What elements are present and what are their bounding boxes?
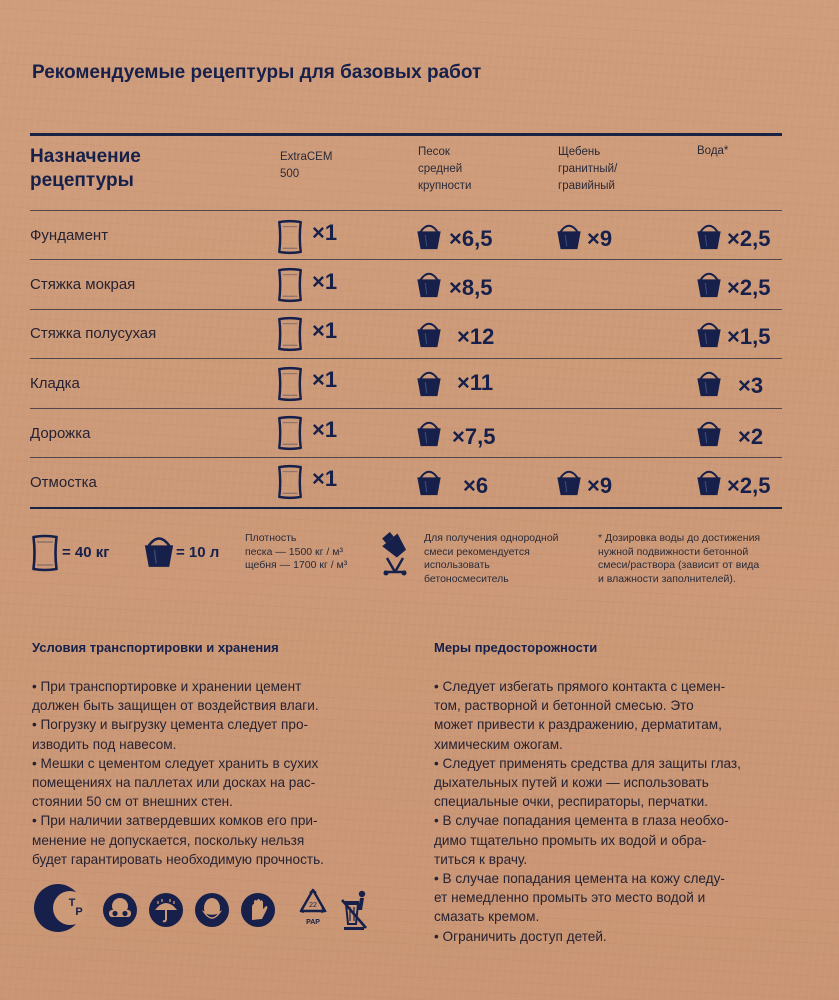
recycle-label: PAP bbox=[306, 919, 320, 926]
sand-bucket-icon bbox=[415, 320, 443, 348]
storage-text bbox=[32, 677, 374, 869]
gravel-bucket-icon bbox=[555, 468, 583, 496]
text-line: • При транспортировке и хранении цемент bbox=[32, 679, 302, 694]
column-header-sand bbox=[418, 144, 471, 195]
umbrella-icon bbox=[148, 892, 184, 928]
text-line: • Следует применять средства для защиты глаз, bbox=[434, 755, 741, 771]
water-bucket-icon bbox=[695, 270, 723, 298]
water-dosage-note bbox=[598, 532, 760, 586]
text-line: • При наличии затвердевших комков его при- bbox=[32, 813, 318, 829]
cement-bag-icon bbox=[276, 464, 304, 500]
row-label-blind-area: Отмостка bbox=[30, 474, 97, 491]
concrete-mixer-icon bbox=[379, 530, 411, 576]
text-line: может привести к раздражению, дерматитам, bbox=[434, 717, 722, 733]
sand-bucket-icon bbox=[415, 468, 443, 496]
column-header-gravel bbox=[558, 144, 617, 195]
note-line: и влажности заполнителей). bbox=[598, 572, 736, 585]
header-line: крупности bbox=[418, 180, 472, 192]
sand-bucket-icon bbox=[415, 419, 443, 447]
note-line: Плотность bbox=[245, 532, 297, 544]
water-quantity: ×2,5 bbox=[727, 226, 771, 251]
water-quantity: ×2,5 bbox=[727, 473, 771, 498]
header-line: Щебень bbox=[558, 146, 601, 158]
text-line: будет гарантировать необходимую прочность. bbox=[32, 851, 324, 867]
note-line: нужной подвижности бетонной bbox=[598, 545, 749, 558]
cement-bag-icon bbox=[276, 267, 304, 303]
cement-quantity: ×1 bbox=[312, 318, 338, 343]
text-line: • В случае попадания цемента на кожу следу- bbox=[434, 871, 725, 887]
header-line: Вода* bbox=[697, 145, 729, 157]
column-header-water bbox=[697, 143, 728, 160]
svg-text:Т: Т bbox=[68, 897, 76, 909]
header-line: ExtraCEM bbox=[280, 151, 333, 163]
gravel-bucket-icon bbox=[555, 222, 583, 250]
sand-quantity: ×7,5 bbox=[452, 424, 496, 449]
density-note bbox=[245, 532, 347, 573]
precautions-text bbox=[434, 677, 776, 946]
cement-quantity: ×1 bbox=[312, 417, 338, 442]
text-line: должен быть защищен от воздействия влаги. bbox=[32, 698, 319, 714]
note-line: щебня — 1700 кг / м³ bbox=[245, 559, 348, 571]
row-label-path: Дорожка bbox=[30, 425, 91, 442]
text-line: • Следует избегать прямого контакта с цемен- bbox=[434, 679, 726, 694]
row-label-foundation: Фундамент bbox=[30, 227, 109, 244]
water-bucket-icon bbox=[695, 369, 723, 397]
cement-bag-icon bbox=[30, 533, 60, 573]
mixer-note bbox=[424, 532, 559, 586]
sand-bucket-icon bbox=[415, 270, 443, 298]
note-line: смеси/раствора (зависит от вида bbox=[598, 559, 760, 571]
water-quantity: ×2 bbox=[738, 424, 764, 449]
text-line: менение не допускается, поскольку нельзя bbox=[32, 832, 305, 848]
water-bucket-icon bbox=[695, 468, 723, 496]
sand-quantity: ×8,5 bbox=[449, 275, 493, 300]
sand-quantity: ×6 bbox=[463, 473, 489, 498]
table-top-rule bbox=[30, 133, 782, 136]
text-line: том, растворной и бетонной смесью. Это bbox=[434, 698, 694, 714]
sand-quantity: ×11 bbox=[457, 370, 494, 395]
water-quantity: ×2,5 bbox=[727, 275, 771, 300]
text-line: титься к врачу. bbox=[434, 851, 528, 867]
cement-bag-icon bbox=[276, 219, 304, 255]
header-line: средней bbox=[418, 163, 463, 175]
text-line: ет немедленно промыть это место водой и bbox=[434, 890, 706, 906]
column-header-purpose bbox=[30, 145, 141, 193]
cement-bag-icon bbox=[276, 415, 304, 451]
row-label-wet-screed: Стяжка мокрая bbox=[30, 276, 136, 293]
text-line: смазать кремом. bbox=[434, 909, 540, 925]
bag-weight-legend: = 40 кг bbox=[62, 544, 110, 561]
text-line: химическим ожогам. bbox=[434, 736, 563, 752]
page-title: Рекомендуемые рецептуры для базовых работ bbox=[32, 62, 482, 83]
sand-bucket-icon bbox=[415, 222, 443, 250]
table-bottom-rule bbox=[30, 507, 782, 509]
cement-bag-icon bbox=[276, 316, 304, 352]
note-line: Для получения однородной bbox=[424, 532, 559, 544]
recycle-icon bbox=[296, 887, 330, 933]
sand-quantity: ×6,5 bbox=[449, 226, 493, 251]
note-line: бетоносмеситель bbox=[424, 572, 509, 585]
row-divider bbox=[30, 210, 782, 211]
text-line: димо тщательно промыть их водой и обра- bbox=[434, 832, 707, 848]
eac-mark-icon bbox=[32, 882, 98, 934]
cement-quantity: ×1 bbox=[312, 220, 338, 245]
row-divider bbox=[30, 259, 782, 260]
row-divider bbox=[30, 457, 782, 458]
precautions-title: Меры предосторожности bbox=[434, 640, 598, 655]
water-quantity: ×1,5 bbox=[727, 324, 771, 349]
row-divider bbox=[30, 358, 782, 359]
row-divider bbox=[30, 408, 782, 409]
bucket-icon bbox=[142, 534, 176, 568]
text-line: • Мешки с цементом следует хранить в сухих bbox=[32, 755, 319, 771]
header-line: Песок bbox=[418, 146, 450, 158]
respirator-icon bbox=[194, 892, 230, 928]
cement-bag-icon bbox=[276, 366, 304, 402]
sand-quantity: ×12 bbox=[457, 324, 495, 349]
svg-text:Р: Р bbox=[75, 906, 83, 918]
text-line: специальные очки, респираторы, перчатки. bbox=[434, 794, 709, 810]
cement-quantity: ×1 bbox=[312, 367, 338, 392]
text-line: изводить под навесом. bbox=[32, 736, 177, 752]
water-quantity: ×3 bbox=[738, 373, 764, 398]
gravel-quantity: ×9 bbox=[587, 473, 613, 498]
note-line: * Дозировка воды до достижения bbox=[598, 532, 761, 544]
trash-bin-icon bbox=[338, 888, 372, 932]
water-bucket-icon bbox=[695, 320, 723, 348]
bucket-volume-legend: = 10 л bbox=[176, 544, 220, 561]
cement-quantity: ×1 bbox=[312, 269, 338, 294]
header-line: гранитный/ bbox=[558, 163, 618, 175]
goggles-icon bbox=[102, 892, 138, 928]
text-line: стоянии 50 см от внешних стен. bbox=[32, 794, 233, 810]
note-line: использовать bbox=[424, 559, 490, 571]
text-line: • Ограничить доступ детей. bbox=[434, 928, 607, 944]
water-bucket-icon bbox=[695, 419, 723, 447]
gravel-quantity: ×9 bbox=[587, 226, 613, 251]
glove-icon bbox=[240, 892, 276, 928]
row-divider bbox=[30, 309, 782, 310]
sand-bucket-icon bbox=[415, 369, 443, 397]
cement-quantity: ×1 bbox=[312, 466, 338, 491]
text-line: • Погрузку и выгрузку цемента следует про- bbox=[32, 717, 309, 733]
text-line: дыхательных путей и кожи — использовать bbox=[434, 775, 709, 791]
row-label-semi-dry-screed: Стяжка полусухая bbox=[30, 325, 157, 342]
row-label-masonry: Кладка bbox=[30, 375, 80, 392]
column-header-cement bbox=[280, 149, 332, 183]
header-line: гравийный bbox=[558, 180, 615, 192]
storage-title: Условия транспортировки и хранения bbox=[32, 640, 279, 655]
water-bucket-icon bbox=[695, 222, 723, 250]
text-line: • В случае попадания цемента в глаза необхо- bbox=[434, 813, 729, 829]
note-line: смеси рекомендуется bbox=[424, 545, 530, 558]
note-line: песка — 1500 кг / м³ bbox=[245, 545, 343, 558]
recycle-code: 22 bbox=[309, 902, 317, 909]
text-line: помещениях на паллетах или досках на рас- bbox=[32, 775, 316, 791]
header-line: 500 bbox=[280, 168, 300, 180]
header-line: рецептуры bbox=[30, 170, 134, 191]
header-line: Назначение bbox=[30, 146, 141, 167]
